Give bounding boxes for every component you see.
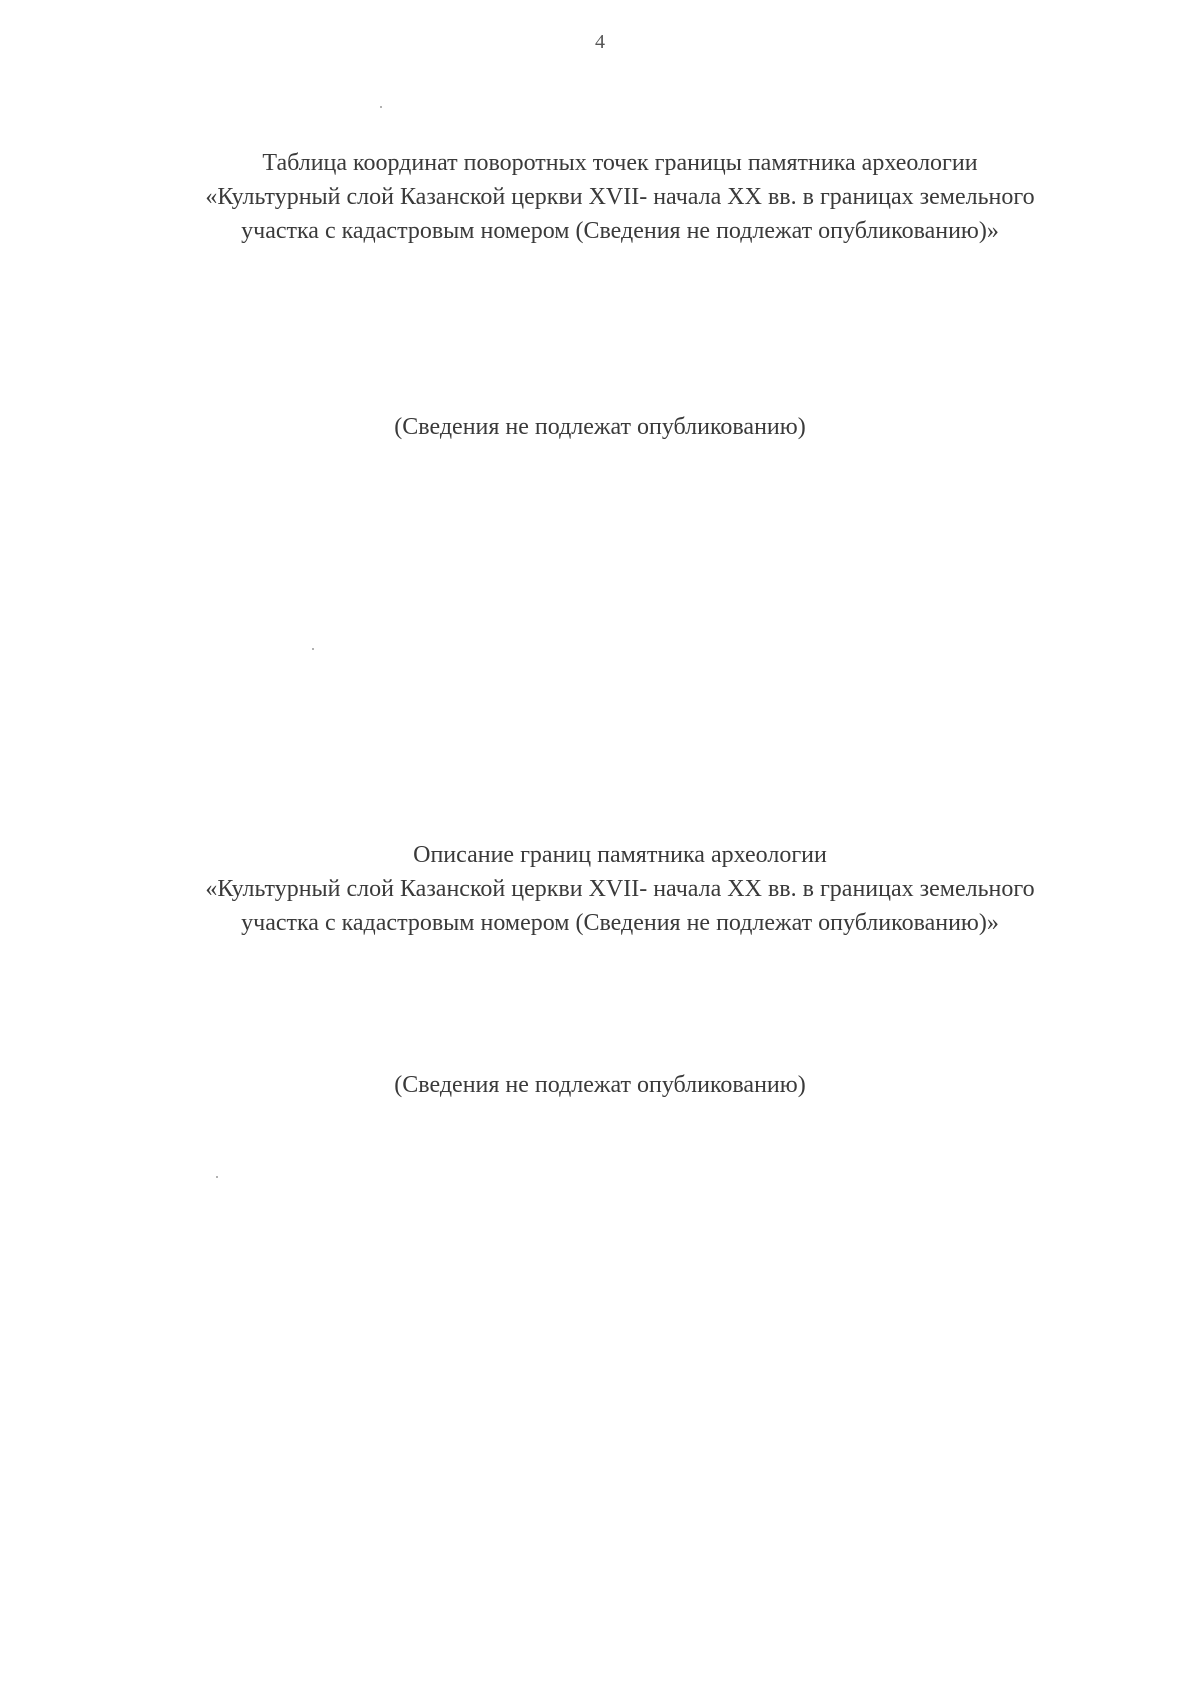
boundary-description-heading (110, 838, 1130, 940)
heading-line: «Культурный слой Казанской церкви XVII- начала XX вв. в границах земельного (205, 184, 1035, 210)
coordinates-table-note: (Сведения не подлежат опубликованию) (394, 414, 806, 440)
coordinates-table-heading (110, 146, 1130, 248)
heading-line: Описание границ памятника археологии (413, 842, 827, 868)
heading-line: Таблица координат поворотных точек границы памятника археологии (262, 150, 978, 176)
scan-speck (312, 648, 314, 650)
heading-line: участка с кадастровым номером (Сведения не подлежат опубликованию)» (241, 218, 999, 244)
scan-speck (216, 1176, 218, 1178)
page-number: 4 (595, 31, 605, 53)
heading-line: «Культурный слой Казанской церкви XVII- начала XX вв. в границах земельного (205, 876, 1035, 902)
boundary-description-note: (Сведения не подлежат опубликованию) (394, 1072, 806, 1098)
scan-speck (380, 106, 382, 108)
heading-line: участка с кадастровым номером (Сведения не подлежат опубликованию)» (241, 910, 999, 936)
